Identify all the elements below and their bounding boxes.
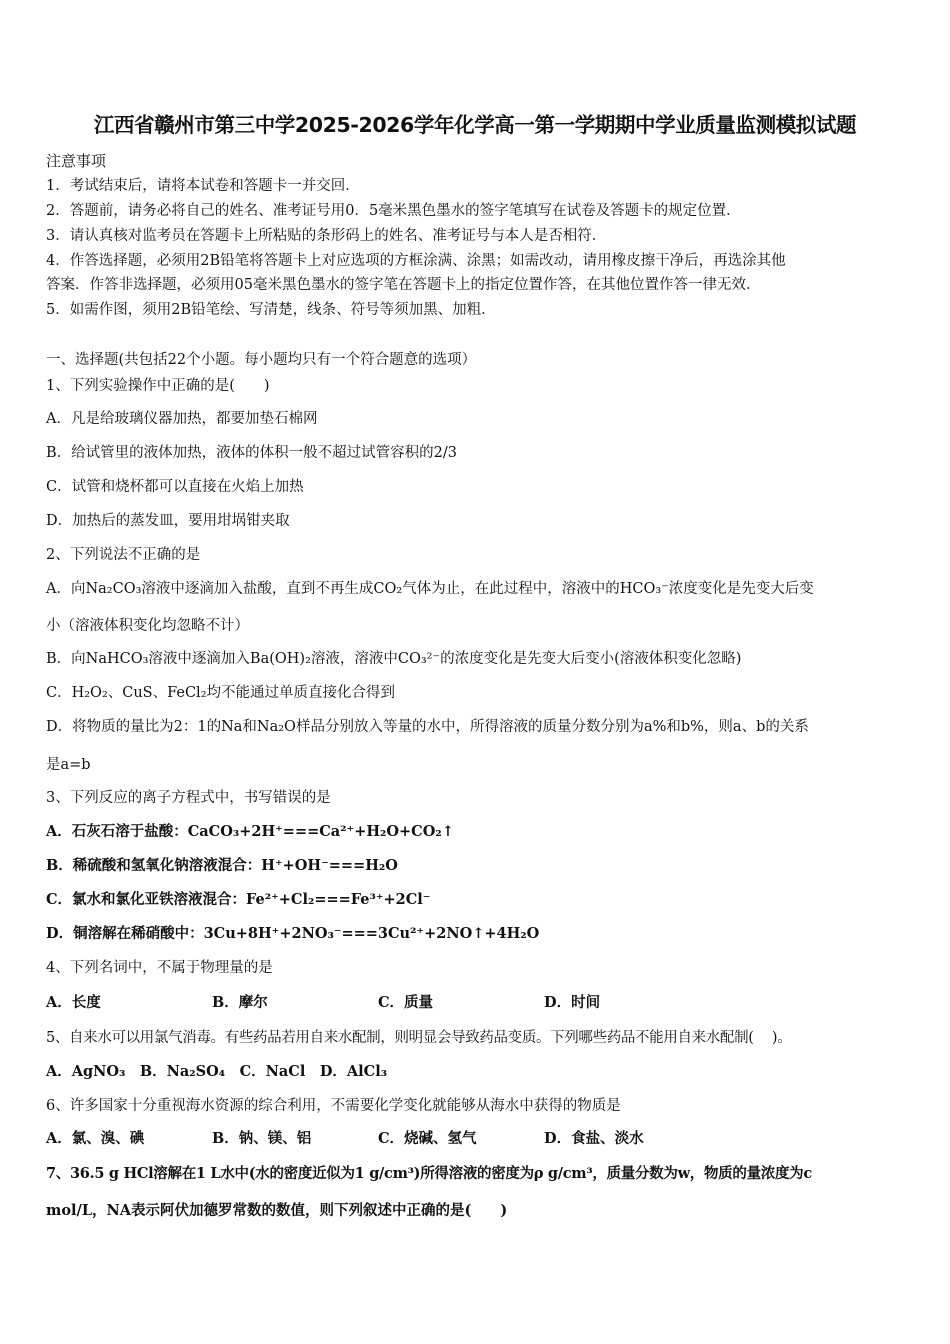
notice-item-4-cont: 答案．作答非选择题，必须用05毫米黑色墨水的签字笔在答题卡上的指定位置作答，在其他位置作答一律无效． <box>46 277 761 293</box>
q6-option-d: D．食盐、淡水 <box>544 1130 644 1147</box>
q3-option-b: B．稀硫酸和氢氧化钠溶液混合：H⁺+OH⁻===H₂O <box>46 857 398 874</box>
q6-stem: 6、许多国家十分重视海水资源的综合利用，不需要化学变化就能够从海水中获得的物质是 <box>46 1098 621 1114</box>
q1-option-b: B．给试管里的液体加热，液体的体积一般不超过试管容积的2/3 <box>46 445 457 461</box>
q6-options <box>46 1129 916 1149</box>
q2-option-a: A．向Na₂CO₃溶液中逐滴加入盐酸，直到不再生成CO₂气体为止，在此过程中，溶液中的HCO₃⁻浓度变化是先变大后变 <box>46 581 814 597</box>
q3-stem: 3、下列反应的离子方程式中，书写错误的是 <box>46 790 331 806</box>
q2-option-b: B．向NaHCO₃溶液中逐滴加入Ba(OH)₂溶液，溶液中CO₃²⁻的浓度变化是先变大后变小(溶液体积变化忽略) <box>46 651 742 667</box>
q6-option-c: C．烧碱、氢气 <box>378 1130 477 1147</box>
q2-option-c: C．H₂O₂、CuS、FeCl₂均不能通过单质直接化合得到 <box>46 685 396 701</box>
q4-option-c: C．质量 <box>378 994 434 1011</box>
notice-item-1: 1．考试结束后，请将本试卷和答题卡一并交回． <box>46 178 360 194</box>
q3-option-d: D．铜溶解在稀硝酸中：3Cu+8H⁺+2NO₃⁻===3Cu²⁺+2NO↑+4H₂O <box>46 925 540 942</box>
q4-option-b: B．摩尔 <box>212 994 268 1011</box>
q1-option-c: C．试管和烧杯都可以直接在火焰上加热 <box>46 479 304 495</box>
notice-item-5: 5．如需作图，须用2B铅笔绘、写清楚，线条、符号等须加黑、加粗． <box>46 302 496 318</box>
q6-option-b: B．钠、镁、铝 <box>212 1130 312 1147</box>
q7-stem: 7、36.5 g HCl溶解在1 L水中(水的密度近似为1 g/cm³)所得溶液的密度为ρ g/cm³，质量分数为w，物质的量浓度为c <box>46 1165 812 1182</box>
q2-option-d-cont: 是a=b <box>46 757 91 773</box>
notice-heading: 注意事项 <box>46 152 107 170</box>
q2-option-d: D．将物质的量比为2：1的Na和Na₂O样品分别放入等量的水中，所得溶液的质量分数分别为a%和b%，则a、b的关系 <box>46 719 809 735</box>
q4-options <box>46 993 916 1013</box>
notice-item-4: 4．作答选择题，必须用2B铅笔将答题卡上对应选项的方框涂满、涂黑；如需改动，请用橡皮擦干净后，再选涂其他 <box>46 253 786 269</box>
q1-stem: 1、下列实验操作中正确的是( ) <box>46 378 270 394</box>
q4-option-a: A．长度 <box>46 994 101 1011</box>
notice-item-3: 3．请认真核对监考员在答题卡上所粘贴的条形码上的姓名、准考证号与本人是否相符． <box>46 228 607 244</box>
q6-option-a: A．氯、溴、碘 <box>46 1130 145 1147</box>
q5-stem: 5、自来水可以用氯气消毒。有些药品若用自来水配制，则明显会导致药品变质。下列哪些药品不能用自来水配制( )。 <box>46 1030 792 1046</box>
section-heading: 一、选择题(共包括22个小题。每小题均只有一个符合题意的选项） <box>46 352 477 368</box>
q2-option-a-cont: 小（溶液体积变化均忽略不计） <box>46 618 249 634</box>
q7-stem-cont: mol/L，NA表示阿伏加德罗常数的数值，则下列叙述中正确的是( ) <box>46 1202 508 1219</box>
q3-option-c: C．氯水和氯化亚铁溶液混合：Fe²⁺+Cl₂===Fe³⁺+2Cl⁻ <box>46 891 431 908</box>
q3-option-a: A．石灰石溶于盐酸：CaCO₃+2H⁺===Ca²⁺+H₂O+CO₂↑ <box>46 823 454 840</box>
q4-stem: 4、下列名词中，不属于物理量的是 <box>46 960 273 976</box>
q4-option-d: D．时间 <box>544 994 601 1011</box>
q2-stem: 2、下列说法不正确的是 <box>46 547 201 563</box>
page-title: 江西省赣州市第三中学2025-2026学年化学高一第一学期期中学业质量监测模拟试题 <box>93 113 857 137</box>
q1-option-a: A．凡是给玻璃仪器加热，都要加垫石棉网 <box>46 411 318 427</box>
notice-item-2: 2．答题前，请务必将自己的姓名、准考证号用0．5毫米黑色墨水的签字笔填写在试卷及答题卡的规定位置． <box>46 203 741 219</box>
q1-option-d: D．加热后的蒸发皿，要用坩埚钳夹取 <box>46 513 290 529</box>
q5-options: A．AgNO₃ B．Na₂SO₄ C．NaCl D．AlCl₃ <box>46 1063 388 1080</box>
